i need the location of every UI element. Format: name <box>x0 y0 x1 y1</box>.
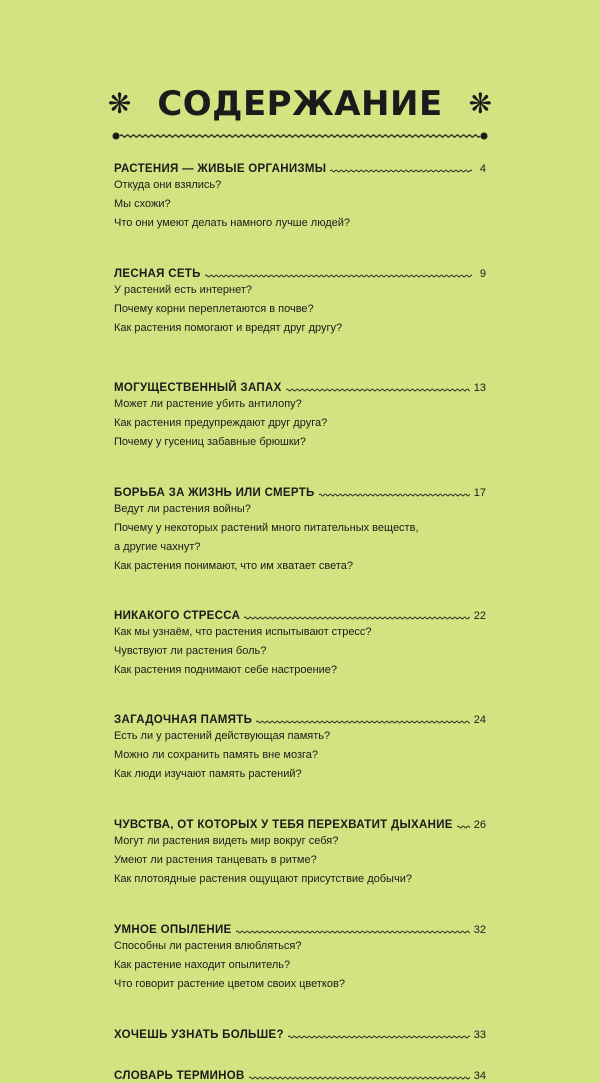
page-number: 24 <box>473 714 486 726</box>
section-title: УМНОЕ ОПЫЛЕНИЕ <box>114 924 232 936</box>
page-number: 4 <box>479 163 486 175</box>
section-title: МОГУЩЕСТВЕННЫЙ ЗАПАХ <box>114 382 282 394</box>
wavy-leader-line <box>457 821 470 831</box>
wavy-leader-line <box>288 1031 470 1041</box>
section-question: У растений есть интернет? <box>114 284 253 296</box>
page-title: СОДЕРЖАНИЕ <box>157 84 443 124</box>
wavy-leader-line <box>256 716 470 726</box>
toc-section <box>114 919 486 994</box>
section-title: СЛОВАРЬ ТЕРМИНОВ <box>114 1070 245 1082</box>
page-number: 22 <box>473 610 486 622</box>
section-question: а другие чахнут? <box>114 541 201 553</box>
toc-entry-row <box>114 709 486 727</box>
page-number: 26 <box>473 819 486 831</box>
toc-entry-row <box>114 605 486 623</box>
wavy-leader-line <box>249 1072 470 1082</box>
title-divider <box>112 128 488 144</box>
page-number: 33 <box>473 1029 486 1041</box>
toc-section <box>114 814 486 889</box>
toc-section <box>114 709 486 784</box>
toc-entry-row <box>114 263 486 281</box>
section-question: Что они умеют делать намного лучше людей? <box>114 217 351 229</box>
section-question: Как растение находит опылитель? <box>114 959 291 971</box>
page-number: 13 <box>473 382 486 394</box>
section-question: Как растения поднимают себе настроение? <box>114 664 338 676</box>
section-title: ЛЕСНАЯ СЕТЬ <box>114 268 201 280</box>
section-question: Как растения понимают, что им хватает света? <box>114 560 353 572</box>
page-header <box>0 82 600 126</box>
page-number: 9 <box>479 268 486 280</box>
toc-section <box>114 482 486 576</box>
section-question: Как растения помогают и вредят друг другу? <box>114 322 343 334</box>
asterisk-right-icon: ❋ <box>468 88 493 119</box>
toc-section <box>114 1024 486 1042</box>
page-number: 34 <box>473 1070 486 1082</box>
toc-section <box>114 158 486 233</box>
toc-section <box>114 263 486 338</box>
toc-entry-row <box>114 482 486 500</box>
section-title: ЗАГАДОЧНАЯ ПАМЯТЬ <box>114 714 253 726</box>
section-title: БОРЬБА ЗА ЖИЗНЬ ИЛИ СМЕРТЬ <box>114 487 315 499</box>
toc-entry-row <box>114 814 486 832</box>
section-title: ХОЧЕШЬ УЗНАТЬ БОЛЬШЕ? <box>114 1029 284 1041</box>
section-question: Есть ли у растений действующая память? <box>114 730 331 742</box>
section-question: Может ли растение убить антилопу? <box>114 398 302 410</box>
section-question: Умеют ли растения танцевать в ритме? <box>114 854 317 866</box>
section-question: Чувствуют ли растения боль? <box>114 645 267 657</box>
section-question: Что говорит растение цветом своих цветков? <box>114 978 345 990</box>
section-question: Как растения предупреждают друг друга? <box>114 417 328 429</box>
section-question: Почему корни переплетаются в почве? <box>114 303 314 315</box>
toc-section <box>114 605 486 680</box>
section-question: Способны ли растения влюбляться? <box>114 940 302 952</box>
asterisk-left-icon: ❋ <box>107 88 132 119</box>
section-question: Можно ли сохранить память вне мозга? <box>114 749 319 761</box>
section-title: НИКАКОГО СТРЕССА <box>114 610 241 622</box>
toc-section <box>114 377 486 452</box>
section-question: Откуда они взялись? <box>114 179 222 191</box>
section-title: РАСТЕНИЯ — ЖИВЫЕ ОРГАНИЗМЫ <box>114 163 327 175</box>
toc-entry-row <box>114 377 486 395</box>
section-question: Как люди изучают память растений? <box>114 768 302 780</box>
toc-entry-row <box>114 919 486 937</box>
section-question: Как мы узнаём, что растения испытывают стресс? <box>114 626 372 638</box>
page-number: 32 <box>473 924 486 936</box>
wavy-leader-line <box>205 270 472 280</box>
section-title: ЧУВСТВА, ОТ КОТОРЫХ У ТЕБЯ ПЕРЕХВАТИТ ДЫХАНИЕ <box>114 819 453 831</box>
section-question: Почему у гусениц забавные брюшки? <box>114 436 306 448</box>
section-question: Как плотоядные растения ощущают присутствие добычи? <box>114 873 412 885</box>
toc-entry-row <box>114 1024 486 1042</box>
section-question: Почему у некоторых растений много питательных веществ, <box>114 522 419 534</box>
section-question: Мы схожи? <box>114 198 171 210</box>
toc-entry-row <box>114 158 486 176</box>
section-question: Могут ли растения видеть мир вокруг себя? <box>114 835 339 847</box>
wavy-leader-line <box>330 165 472 175</box>
page-number: 17 <box>473 487 486 499</box>
wavy-leader-line <box>319 489 470 499</box>
toc-section <box>114 1065 486 1083</box>
wavy-leader-line <box>244 612 470 622</box>
wavy-leader-line <box>236 926 470 936</box>
wavy-leader-line <box>286 384 470 394</box>
toc-entry-row <box>114 1065 486 1083</box>
section-question: Ведут ли растения войны? <box>114 503 251 515</box>
table-of-contents <box>114 158 486 1083</box>
